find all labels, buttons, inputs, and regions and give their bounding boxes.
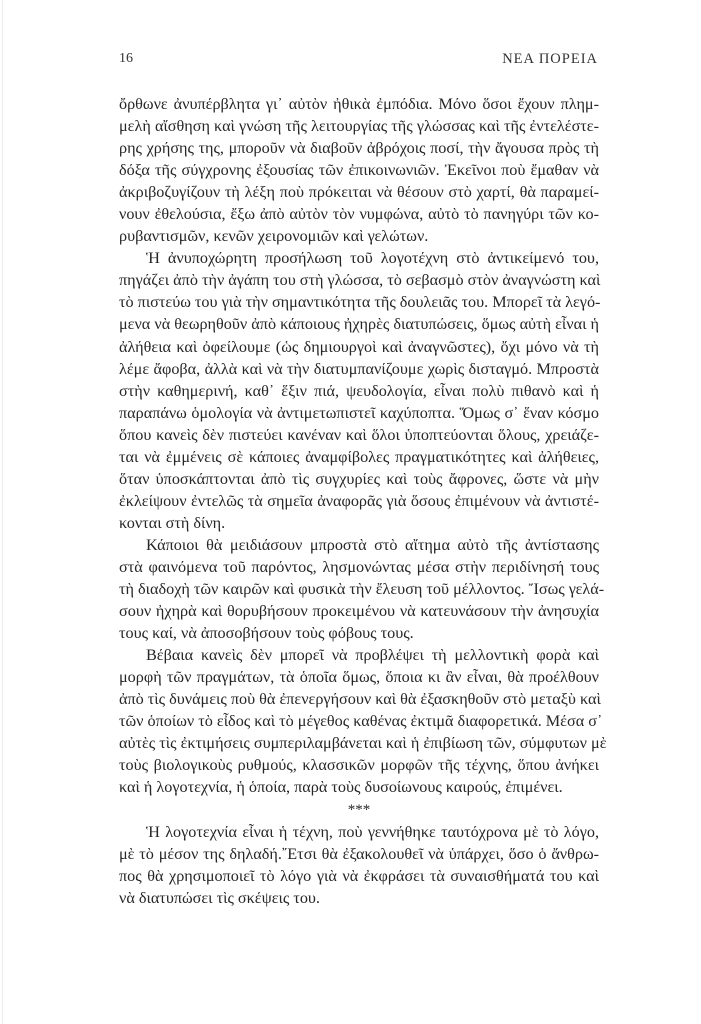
text-line: μορφὴ τῶν πραγμάτων, τὰ ὁποῖα ὅμως, ὅποια κι ἂν εἶναι, θὰ προέλθουν bbox=[119, 668, 599, 687]
paragraph-1 bbox=[119, 93, 599, 247]
paragraph-5 bbox=[119, 821, 599, 909]
text-line: μὲ τὸ μέσον της δηλαδή.῎Ετσι θὰ ἐξακολουθεῖ νὰ ὑπάρχει, ὅσο ὁ ἄνθρω- bbox=[119, 844, 599, 863]
text-line: αὐτὲς τὶς ἐκτιμήσεις συμπεριλαμβάνεται καὶ ἡ ἐπιβίωση τῶν, σύμφυτων μὲ bbox=[119, 734, 607, 753]
paragraph-2 bbox=[119, 247, 599, 534]
text-line: νουν ἐθελούσια, ἔξω ἀπὸ αὐτὸν τὸν νυμφώνα, αὐτὸ τὸ πανηγύρι τῶν κο- bbox=[119, 205, 599, 224]
text-line: κονται στὴ δίνη. bbox=[119, 513, 226, 532]
text-line: τῶν ὁποίων τὸ εἶδος καὶ τὸ μέγεθος καθένας ἐκτιμᾶ διαφορετικά. Μέσα σ᾽ bbox=[119, 712, 603, 731]
paragraph-3 bbox=[119, 534, 605, 644]
text-line: καὶ ἡ λογοτεχνία, ἡ ὁποία, παρὰ τοὺς δυσοίωνους καιρούς, ἐπιμένει. bbox=[119, 778, 563, 797]
page-edge bbox=[2, 0, 3, 1024]
text-line: ται νὰ ἐμμένεις σὲ κάποιες ἀναμφίβολες πραγματικότητες καὶ ἀλήθειες, bbox=[119, 447, 599, 466]
text-line: λέμε ἄφοβα, ἀλλὰ καὶ νὰ τὴν διατυμπανίζουμε χωρὶς δισταγμό. Μπροστὰ bbox=[119, 359, 599, 378]
text-line: Βέβαια κανεὶς δὲν μπορεῖ νὰ προβλέψει τὴ μελλοντικὴ φορὰ καὶ bbox=[146, 646, 599, 665]
text-line: τὴ διαδοχὴ τῶν καιρῶν καὶ φυσικὰ τὴν ἔλευση τοῦ μέλλοντος. Ἴσως γελά- bbox=[119, 580, 605, 599]
page-header bbox=[119, 51, 598, 71]
text-line: ἀκριβοζυγίζουν τὴ λέξη ποὺ πρόκειται νὰ θέσουν στὸ χαρτί, θὰ παραμεί- bbox=[119, 183, 599, 202]
text-line: ρης χρήσης της, μποροῦν νὰ διαβοῦν ἀβρόχοις ποσί, τὴν ἄγουσα πρὸς τὴ bbox=[119, 139, 599, 158]
paragraph-4 bbox=[119, 644, 607, 798]
text-line: ὅταν ὑποσκάπτονται ἀπὸ τὶς συγχυρίες καὶ τοὺς ἄφρονες, ὥστε νὰ μὴν bbox=[119, 469, 599, 488]
text-line: Ἡ λογοτεχνία εἶναι ἡ τέχνη, ποὺ γεννήθηκε ταυτόχρονα μὲ τὸ λόγο, bbox=[146, 822, 599, 841]
text-line: ὄρθωνε ἀνυπέρβλητα γι᾽ αὐτὸν ἠθικὰ ἐμπόδια. Μόνο ὅσοι ἔχουν πλημ- bbox=[119, 95, 599, 113]
text-line: τὸ πιστεύω του γιὰ τὴν σημαντικότητα τῆς δουλειᾶς του. Μπορεῖ τὰ λεγό- bbox=[119, 293, 601, 312]
text-line: μενα νὰ θεωρηθοῦν ἀπὸ κάποιους ἠχηρὲς διατυπώσεις, ὅμως αὐτὴ εἶναι ἡ bbox=[119, 315, 599, 334]
body-text bbox=[119, 93, 607, 909]
text-line: πηγάζει ἀπὸ τὴν ἀγάπη του στὴ γλώσσα, τὸ σεβασμὸ στὸν ἀναγνώστη καὶ bbox=[119, 271, 601, 290]
text-line: δόξα τῆς σύγχρονης ἐξουσίας τῶν ἐπικοινωνιῶν. Ἐκεῖνοι ποὺ ἔμαθαν νὰ bbox=[119, 161, 599, 180]
text-line: ὅπου κανεὶς δὲν πιστεύει κανέναν καὶ ὅλοι ὑποπτεύονται ὅλους, χρειάζε- bbox=[119, 425, 599, 444]
text-line: τοὺς βιολογικοὺς ρυθμούς, κλασσικῶν μορφῶν τῆς τέχνης, ὅπου ἀνήκει bbox=[119, 756, 599, 775]
text-line: στὴν καθημερινή, καθ᾽ ἕξιν πιά, ψευδολογία, εἶναι πολὺ πιθανὸ καὶ ἡ bbox=[119, 381, 599, 400]
page-number: 16 bbox=[119, 51, 133, 66]
running-title: ΝΕΑ ΠΟΡΕΙΑ bbox=[502, 51, 598, 67]
text-line: ρυβαντισμῶν, κενῶν χειρονομιῶν καὶ γελώτων. bbox=[119, 227, 429, 246]
text-line: στὰ φαινόμενα τοῦ παρόντος, λησμονώντας μέσα στὴν περιδίνησή τους bbox=[119, 557, 599, 576]
text-line: πος θὰ χρησιμοποιεῖ τὸ λόγο γιὰ νὰ ἐκφράσει τὰ συναισθήματά του καὶ bbox=[119, 866, 599, 885]
text-line: παραπάνω ὁμολογία νὰ ἀντιμετωπιστεῖ καχύποπτα. Ὅμως σ᾽ ἕναν κόσμο bbox=[119, 403, 599, 422]
text-line: νὰ διατυπώσει τὶς σκέψεις του. bbox=[119, 888, 320, 907]
text-line: σουν ἠχηρὰ καὶ θορυβήσουν προκειμένου νὰ κατευνάσουν τὴν ἀνησυχία bbox=[119, 602, 599, 621]
section-separator: *** bbox=[347, 801, 371, 818]
text-line: ἀλήθεια καὶ ὀφείλουμε (ὡς δημιουργοὶ καὶ ἀναγνῶστες), ὄχι μόνο νὰ τὴ bbox=[119, 337, 599, 356]
text-line: ἐκλείψουν ἐντελῶς τὰ σημεῖα ἀναφορᾶς γιὰ ὅσους ἐπιμένουν νὰ ἀντιστέ- bbox=[119, 491, 599, 510]
text-line: μελὴ αἴσθηση καὶ γνώση τῆς λειτουργίας τῆς γλώσσας καὶ τῆς ἐντελέστε- bbox=[119, 117, 599, 136]
text-line: Κάποιοι θὰ μειδιάσουν μπροστὰ στὸ αἴτημα αὐτὸ τῆς ἀντίστασης bbox=[146, 535, 599, 554]
text-line: τους καί, νὰ ἀποσοβήσουν τοὺς φόβους τους. bbox=[119, 624, 414, 643]
text-line: Ἡ ἀνυποχώρητη προσήλωση τοῦ λογοτέχνη στὸ ἀντικείμενό του, bbox=[146, 249, 599, 268]
text-line: ἀπὸ τὶς δυνάμεις ποὺ θὰ ἐπενεργήσουν καὶ θὰ ἐξασκηθοῦν στὸ μεταξὺ καὶ bbox=[119, 690, 601, 709]
